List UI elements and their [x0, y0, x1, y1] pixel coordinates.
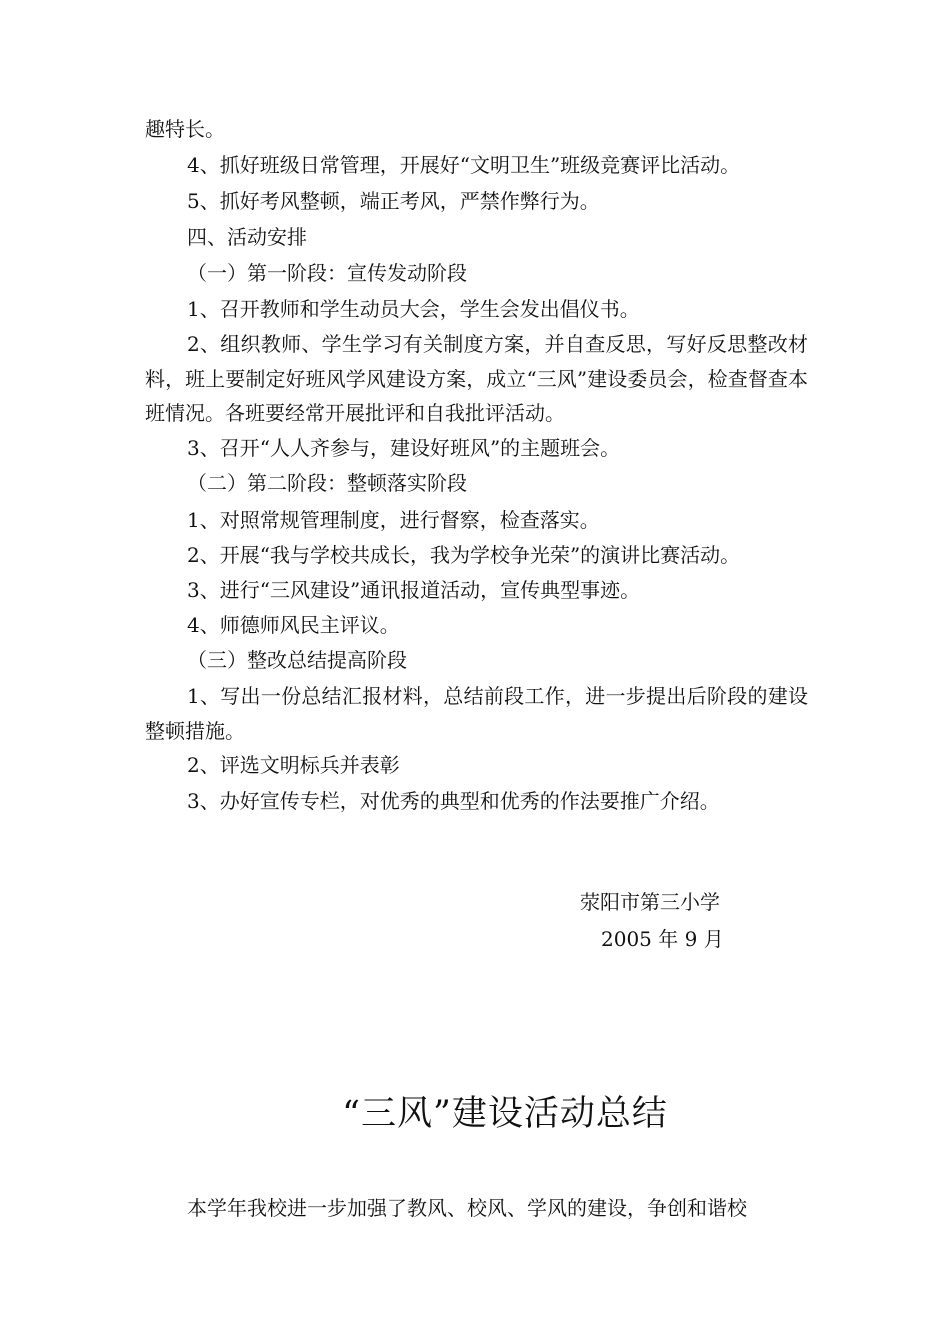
stage-3-item-1: 1、写出一份总结汇报材料，总结前段工作，进一步提出后阶段的建设整顿措施。 — [145, 684, 808, 743]
section-heading-activities: 四、活动安排 — [187, 225, 307, 249]
stage-2-item-1: 1、对照常规管理制度，进行督察，检查落实。 — [187, 508, 600, 532]
stage-2-item-2: 2、开展“我与学校共成长，我为学校争光荣”的演讲比赛活动。 — [187, 543, 741, 567]
stage-1-item-1: 1、召开教师和学生动员大会，学生会发出倡仪书。 — [187, 297, 640, 321]
stage-1-heading: （一）第一阶段：宣传发动阶段 — [187, 261, 467, 285]
stage-3-item-2: 2、评选文明标兵并表彰 — [187, 753, 400, 777]
document-title-text: “三风”建设活动总结 — [342, 1094, 668, 1134]
signature-date: 2005 年 9 月 — [601, 927, 724, 951]
stage-1-item-2: 2、组织教师、学生学习有关制度方案，并自查反思，写好反思整改材料，班上要制定好班风学风建设方案，成立“三风”建设委员会，检查督查本班情况。各班要经常开展批评和自我批评活动。 — [145, 332, 808, 425]
intro-paragraph: 本学年我校进一步加强了教风、校风、学风的建设，争创和谐校 — [187, 1196, 747, 1220]
stage-1-item-3: 3、召开“人人齐参与，建设好班风”的主题班会。 — [187, 436, 621, 460]
document-title — [0, 1088, 950, 1140]
stage-2-heading: （二）第二阶段：整顿落实阶段 — [187, 471, 467, 495]
paragraph-continuation: 趣特长。 — [145, 117, 225, 141]
signature-organization: 荥阳市第三小学 — [580, 890, 720, 914]
stage-3-heading: （三）整改总结提高阶段 — [187, 648, 407, 672]
stage-3-item-3: 3、办好宣传专栏，对优秀的典型和优秀的作法要推广介绍。 — [187, 789, 720, 813]
stage-2-item-4: 4、师德师风民主评议。 — [187, 613, 400, 637]
item-5: 5、抓好考风整顿，端正考风，严禁作弊行为。 — [187, 189, 600, 213]
stage-2-item-3: 3、进行“三风建设”通讯报道活动，宣传典型事迹。 — [187, 578, 641, 602]
item-4: 4、抓好班级日常管理，开展好“文明卫生”班级竞赛评比活动。 — [187, 153, 741, 177]
